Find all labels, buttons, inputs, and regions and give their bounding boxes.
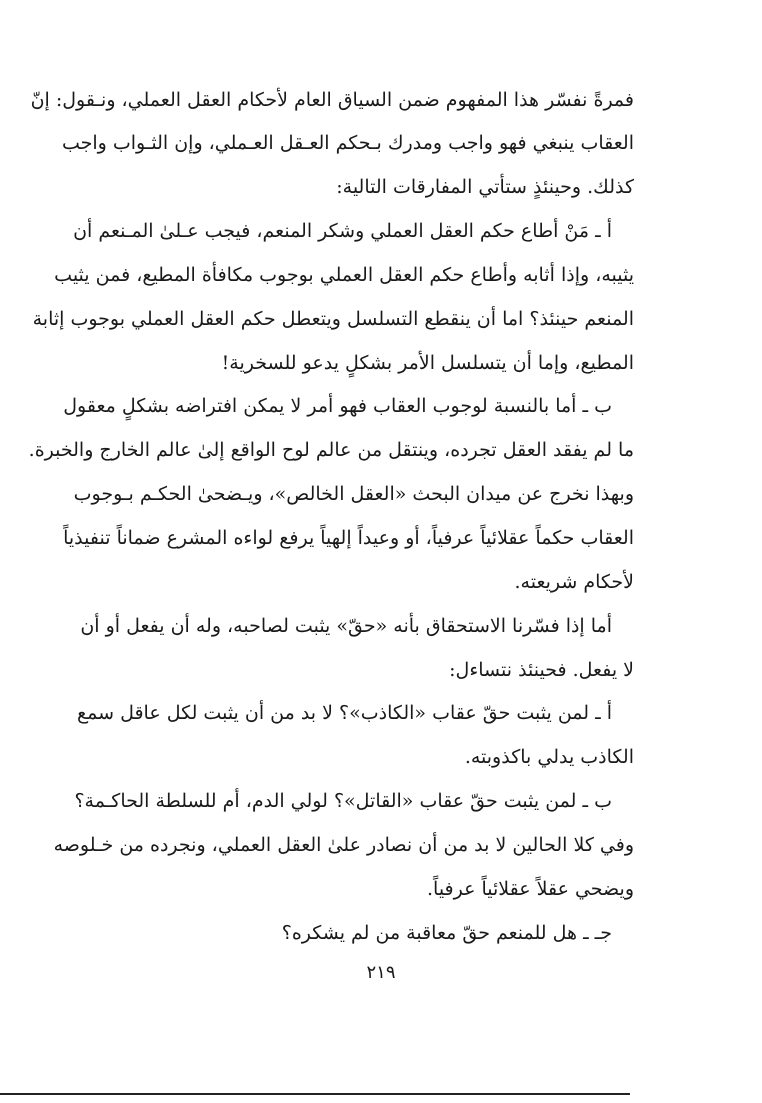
body-line-6: المنعم حينئذ؟ اما أن ينقطع التسلسل ويتعطل حكم العقل العملي بوجوب إثابة [32,308,634,330]
bottom-rule [0,1093,630,1095]
body-line-1: فمرةً نفسّر هذا المفهوم ضمن السياق العام لأحكام العقل العملي، ونـقول: إنّ [30,89,634,111]
body-line-2: العقاب ينبغي فهو واجب ومدرك بـحكم العـقل العـملي، وإن الثـواب واجب [61,132,634,154]
body-line-3: كذلك. وحينئذٍ ستأتي المفارقات التالية: [336,176,634,198]
body-line-14: لا يفعل. فحينئذ نتساءل: [449,659,634,681]
body-line-5: يثيبه، وإذا أثابه وأطاع حكم العقل العملي بوجوب مكافأة المطيع، فمن يثيب [54,264,634,286]
body-line-8: ب ـ أما بالنسبة لوجوب العقاب فهو أمر لا يمكن افتراضه بشكلٍ معقول [63,395,612,417]
body-line-12: لأحكام شريعته. [514,571,634,593]
body-line-18: وفي كلا الحالين لا بد من أن نصادر علىٰ العقل العملي، ونجرده من خـلوصه [53,834,634,856]
body-line-10: وبهذا نخرج عن ميدان البحث «العقل الخالص»، ويـضحىٰ الحكـم بـوجوب [73,483,634,505]
body-line-4: أ ـ مَنْ أطاع حكم العقل العملي وشكر المنعم، فيجب عـلىٰ المـنعم أن [73,220,612,242]
body-line-15: أ ـ لمن يثبت حقّ عقاب «الكاذب»؟ لا بد من أن يثبت لكل عاقل سمع [77,702,612,724]
page-number: ٢١٩ [366,962,396,983]
body-line-7: المطيع، وإما أن يتسلسل الأمر بشكلٍ يدعو للسخرية! [221,352,634,374]
body-line-11: العقاب حكماً عقلائياً عرفياً، أو وعيداً إلهياً يرفع لواءه المشرع ضماناً تنفيذياً [63,527,634,549]
body-line-16: الكاذب يدلي باكذوبته. [464,746,634,768]
body-line-19: ويضحي عقلاً عقلائياً عرفياً. [426,878,634,900]
body-line-17: ب ـ لمن يثبت حقّ عقاب «القاتل»؟ لولي الدم، أم للسلطة الحاكـمة؟ [74,790,612,812]
body-line-13: أما إذا فسّرنا الاستحقاق بأنه «حقّ» يثبت لصاحبه، وله أن يفعل أو أن [80,615,612,637]
body-line-20: جـ ـ هل للمنعم حقّ معاقبة من لم يشكره؟ [281,922,612,944]
body-line-9: ما لم يفقد العقل تجرده، وينتقل من عالم لوح الواقع إلىٰ عالم الخارج والخبرة. [28,439,634,461]
